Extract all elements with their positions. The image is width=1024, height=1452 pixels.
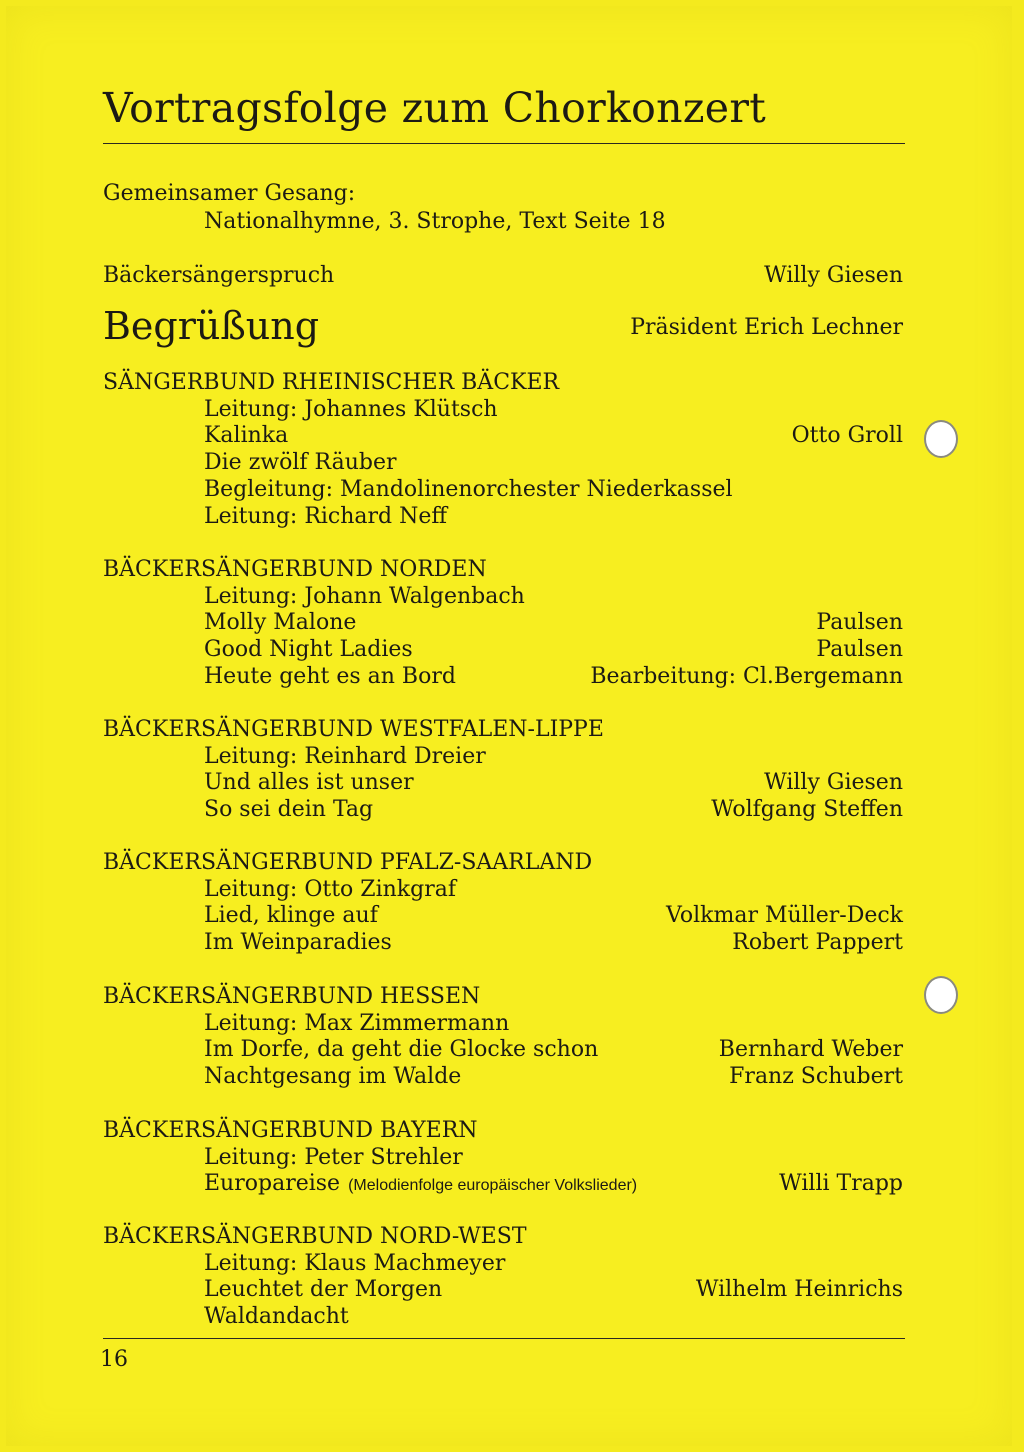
program-row xyxy=(103,1276,903,1303)
program-item xyxy=(103,636,413,663)
program-item-text: Die zwölf Räuber xyxy=(204,450,397,476)
spruch-author: Willy Giesen xyxy=(764,263,903,288)
gemeinsamer-gesang-text: Gemeinsamer Gesang: xyxy=(103,181,356,206)
program-item-text: Leitung: Klaus Machmeyer xyxy=(204,1250,506,1276)
program-item xyxy=(103,1010,509,1037)
program-item-text: Und alles ist unser xyxy=(204,770,414,796)
program-item xyxy=(103,583,525,610)
program-row xyxy=(103,796,903,823)
program-row xyxy=(103,609,903,636)
spruch-title: Bäckersängerspruch xyxy=(103,263,335,288)
page-number: 16 xyxy=(100,1347,128,1372)
program-item-composer: Volkmar Müller-Deck xyxy=(665,903,903,929)
program-item-composer: Paulsen xyxy=(816,610,903,636)
program-item xyxy=(103,449,397,476)
program-item-composer: Wolfgang Steffen xyxy=(711,797,903,823)
group-name: BÄCKERSÄNGERBUND BAYERN xyxy=(103,1118,478,1143)
group-heading xyxy=(103,556,903,583)
group-heading xyxy=(103,849,903,876)
begruessung-heading: Begrüßung xyxy=(103,304,320,348)
program-item-text: Lied, klinge auf xyxy=(204,903,378,929)
program-item-text: Leitung: Richard Neff xyxy=(204,503,448,529)
program-row xyxy=(103,636,903,663)
group-heading xyxy=(103,1117,903,1144)
program-item-note: (Melodienfolge europäischer Volkslieder) xyxy=(348,1177,638,1195)
program-item xyxy=(103,743,486,770)
program-item xyxy=(103,1170,637,1199)
program-item xyxy=(103,396,498,423)
program-item-composer: Willi Trapp xyxy=(779,1171,903,1197)
program-item xyxy=(103,422,288,449)
program-item xyxy=(103,476,733,503)
gemeinsamer-gesang-label xyxy=(103,180,903,207)
program-row xyxy=(103,902,903,929)
program-item-composer: Bearbeitung: Cl.Bergemann xyxy=(590,663,903,689)
program-item-text: Good Night Ladies xyxy=(204,637,413,663)
punch-hole-bottom xyxy=(924,976,958,1014)
group-name: BÄCKERSÄNGERBUND NORDEN xyxy=(103,557,487,582)
program-row xyxy=(103,1303,903,1330)
program-item-text: Kalinka xyxy=(204,423,289,449)
program-item xyxy=(103,1144,463,1171)
group-name: SÄNGERBUND RHEINISCHER BÄCKER xyxy=(103,370,560,395)
program-item-text: So sei dein Tag xyxy=(204,797,374,823)
group-name: BÄCKERSÄNGERBUND WESTFALEN-LIPPE xyxy=(103,717,604,742)
group-heading xyxy=(103,1223,903,1250)
hymne-line xyxy=(103,208,903,235)
program-row xyxy=(103,503,903,530)
hymne-text: Nationalhymne, 3. Strophe, Text Seite 18 xyxy=(204,209,666,234)
group-heading xyxy=(103,983,903,1010)
program-item-text: Molly Malone xyxy=(204,610,357,636)
program-row xyxy=(103,876,903,903)
program-item-composer: Bernhard Weber xyxy=(718,1037,903,1063)
program-item xyxy=(103,929,392,956)
program-item xyxy=(103,1036,598,1063)
program-row xyxy=(103,663,903,690)
title-rule xyxy=(103,143,905,144)
program-item-text: Leuchtet der Morgen xyxy=(204,1277,443,1303)
program-row xyxy=(103,1036,903,1063)
program-row xyxy=(103,449,903,476)
program-item xyxy=(103,663,456,690)
group-name: BÄCKERSÄNGERBUND PFALZ-SAARLAND xyxy=(103,850,593,875)
program-item-text: Leitung: Johann Walgenbach xyxy=(204,583,525,609)
program-item-text: Leitung: Otto Zinkgraf xyxy=(204,876,456,902)
group-name: BÄCKERSÄNGERBUND NORD-WEST xyxy=(103,1224,527,1249)
program-row xyxy=(103,396,903,423)
page-title: Vortragsfolge zum Chorkonzert xyxy=(103,84,766,132)
program-item-text: Nachtgesang im Walde xyxy=(204,1064,462,1090)
punch-hole-top xyxy=(924,420,958,458)
program-row xyxy=(103,929,903,956)
program-row xyxy=(103,1250,903,1277)
program-row xyxy=(103,769,903,796)
group-name: BÄCKERSÄNGERBUND HESSEN xyxy=(103,984,481,1009)
program-item-composer: Otto Groll xyxy=(791,423,903,449)
footer-rule xyxy=(103,1338,905,1339)
program-item-text: Heute geht es an Bord xyxy=(204,663,456,689)
program-item-text: Im Weinparadies xyxy=(204,930,392,956)
program-item-text: Begleitung: Mandolinenorchester Niederkassel xyxy=(204,476,733,502)
program-item xyxy=(103,1250,505,1277)
program-row xyxy=(103,1144,903,1171)
program-item-composer: Franz Schubert xyxy=(729,1064,903,1090)
program-item-text: Leitung: Reinhard Dreier xyxy=(204,743,486,769)
praesident-name: Präsident Erich Lechner xyxy=(630,315,903,340)
program-item-composer: Wilhelm Heinrichs xyxy=(695,1277,903,1303)
program-item xyxy=(103,1303,349,1330)
program-item-composer: Robert Pappert xyxy=(732,930,903,956)
program-item-composer: Willy Giesen xyxy=(764,770,903,796)
program-item xyxy=(103,769,414,796)
program-row xyxy=(103,1010,903,1037)
program-item xyxy=(103,902,378,929)
program-item xyxy=(103,796,373,823)
program-row xyxy=(103,743,903,770)
program-item xyxy=(103,876,456,903)
program-item-text: Leitung: Johannes Klütsch xyxy=(204,396,498,422)
program-item xyxy=(103,609,356,636)
program-item-text: Waldandacht xyxy=(204,1304,349,1330)
spruch-line xyxy=(103,262,903,289)
program-row xyxy=(103,1170,903,1197)
program-row xyxy=(103,583,903,610)
program-item-text: Im Dorfe, da geht die Glocke schon xyxy=(204,1037,599,1063)
program-item-text: Europareise xyxy=(204,1171,341,1197)
group-heading xyxy=(103,369,903,396)
program-row xyxy=(103,1063,903,1090)
program-row xyxy=(103,476,903,503)
program-item-composer: Paulsen xyxy=(816,637,903,663)
program-item-text: Leitung: Max Zimmermann xyxy=(204,1010,510,1036)
program-item xyxy=(103,1063,461,1090)
program-item xyxy=(103,503,447,530)
group-heading xyxy=(103,716,903,743)
program-item-text: Leitung: Peter Strehler xyxy=(204,1144,463,1170)
program-row xyxy=(103,422,903,449)
program-item xyxy=(103,1276,442,1303)
